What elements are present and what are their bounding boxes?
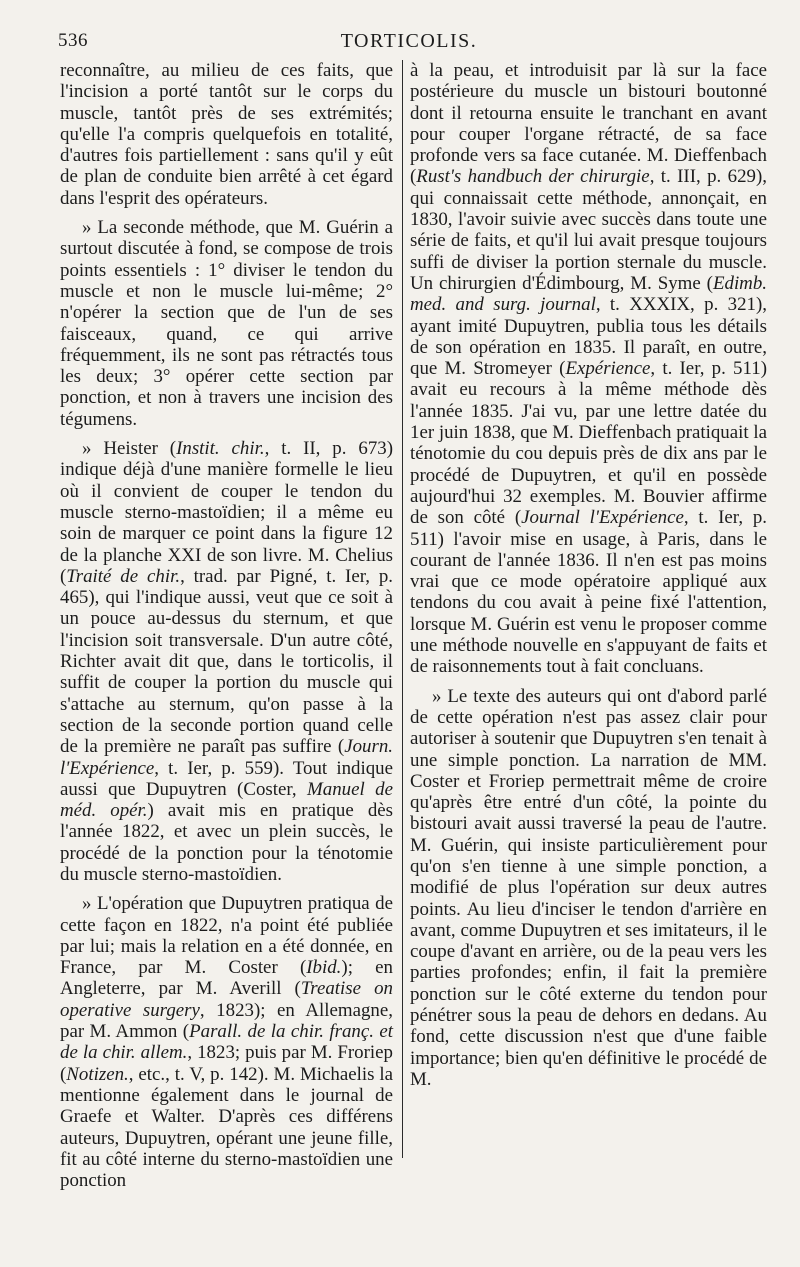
paragraph [60, 438, 393, 885]
text-run: , t. Ier, p. 511) l'avoir mise en usage, à Paris, dans le courant de l'année 1836. Il n'en est pas moins vrai que ce mode opératoire appliqué aux tendons du cou avait à peine fixé l'attention, lorsque M. Guérin est venu le proposer comme une méthode nouvelle en s'appuyant de faits et de raisonnements tout à fait concluans. [410, 507, 767, 678]
citation-italic: Journal l'Expérience [521, 507, 684, 529]
right-column [410, 60, 767, 1090]
paragraph [410, 60, 767, 678]
text-run: , etc., t. V, p. 142). M. Michaelis la mentionne également dans le journal de Graefe et Walter. D'après ces différens auteurs, Dupuytren, opérant une jeune fille, fit au côté interne du sterno-mastoïdien une ponction [60, 1063, 393, 1192]
text-run: à la peau, et introduisit par là sur la face postérieure du muscle un bistouri boutonné dont il retourna ensuite le tranchant en avant pour couper l'organe rétracté, de sa face profonde vers sa face cutanée. M. Dieffenbach ( [410, 60, 767, 188]
citation-italic: Journ. l'Expérience [60, 736, 393, 779]
citation-italic: Expérience [565, 358, 651, 380]
citation-italic: Notizen. [66, 1063, 129, 1085]
text-run: , trad. par Pigné, t. Ier, p. 465), qui l'indique aussi, veut que ce soit à un pouce au-dessus du sternum, et que l'incision soit transversale. D'un autre côté, Richter avait dit que, dans le torticolis, il suffit de couper la portion du muscle qui s'attache au sternum, qu'on passe à la section de la seconde portion quand celle de la première ne paraît pas suffire ( [60, 565, 393, 758]
page-header [58, 30, 760, 60]
left-column [60, 60, 393, 1191]
citation-italic: Traité de chir. [66, 565, 181, 587]
text-run: , t. Ier, p. 559). Tout indique aussi que Dupuytren (Coster, [60, 757, 393, 800]
citation-italic: Treatise on operative surgery [60, 978, 393, 1021]
citation-italic: Ibid. [306, 957, 342, 979]
text-run: , t. Ier, p. 511) avait eu recours à la même méthode dès l'année 1835. J'ai vu, par une lettre datée du 1er juin 1838, que M. Dieffenbach pratiquait la ténotomie du cou depuis près de dix ans par le procédé de Dupuytren, et qu'il en possède aujourd'hui 32 exemples. M. Bouvier affirme de son côté ( [410, 358, 767, 529]
paragraph [60, 893, 393, 1191]
citation-italic: Edimb. med. and surg. journal [410, 272, 767, 316]
text-run: , t. II, p. 673) indique déjà d'une manière formelle le lieu où il convient de couper le tendon du muscle sterno-mastoïdien; il a même eu soin de marquer ce point dans la figure 12 de la planche XXI de son livre. M. Chelius ( [60, 438, 393, 587]
text-run: , t. III, p. 629), qui connaissait cette méthode, annonçait, en 1830, l'avoir suivie avec succès dans toute une série de faits, et qu'il lui avait presque toujours suffi de diviser la portion sternale du muscle. Un chirurgien d'Édimbourg, M. Syme ( [410, 166, 767, 294]
text-run: ); en Angleterre, par M. Averill ( [60, 957, 393, 1000]
paragraph [60, 217, 393, 430]
text-run: » La seconde méthode, que M. Guérin a surtout discutée à fond, se compose de trois points essentiels : 1° diviser le tendon du muscle et non le muscle lui-même; 2° n'opérer la section que de l'un de ses faisceaux, quand, ce qui arrive fréquemment, ils ne sont pas rétractés tous les deux; 3° opérer cette section par ponction, et non à travers une incision des tégumens. [60, 217, 393, 430]
citation-italic: Manuel de méd. opér. [60, 778, 393, 822]
paragraph [60, 60, 393, 209]
column-divider [402, 60, 403, 1158]
text-run: , 1823); en Allemagne, par M. Ammon ( [60, 999, 393, 1043]
text-run: , 1823; puis par M. Froriep ( [60, 1042, 393, 1085]
running-title: TORTICOLIS. [340, 30, 478, 52]
page-number: 536 [58, 30, 88, 51]
citation-italic: Parall. de la chir. franç. et de la chir. allem. [60, 1021, 393, 1064]
text-run: , t. XXXIX, p. 321), ayant imité Dupuytren, publia tous les détails de son opération en 1835. Il paraît, en outre, que M. Stromeyer ( [410, 294, 767, 380]
citation-italic: Rust's handbuch der chirurgie [416, 166, 650, 188]
text-run: ) avait mis en pratique dès l'année 1822, et avec un plein succès, le procédé de la ponction pour la ténotomie du muscle sterno-mastoïdien. [60, 800, 393, 885]
text-run: » Le texte des auteurs qui ont d'abord parlé de cette opération n'est pas assez clair pour autoriser à soutenir que Dupuytren s'en tenait à une simple ponction. La narration de MM. Coster et Froriep permettrait même de croire qu'après être entré d'un côté, la pointe du bistouri avait aussi traversé la peau de l'autre. M. Guérin, qui insiste particulièrement pour qu'on s'en tienne à une simple ponction, a modifié de plus l'opération sur deux autres points. Au lieu d'inciser le tendon d'arrière en avant, comme Dupuytren et ses imitateurs, il le coupe d'avant en arrière, ou de la peau vers les parties profondes; enfin, il fait la première ponction sur le côté externe du tendon pour pénétrer sous la peau de dehors en dedans. Au fond, cette discussion n'est que d'une faible importance; bien qu'en définitive le procédé de M. [410, 685, 767, 1090]
text-run: reconnaître, au milieu de ces faits, que l'incision a porté tantôt sur le corps du muscle, tantôt près de ses extrémités; qu'elle l'a compris quelquefois en totalité, d'autres fois partiellement : sans qu'il y eût de plan de conduite bien arrêté à cet égard dans l'esprit des opérateurs. [60, 60, 393, 209]
text-run: » L'opération que Dupuytren pratiqua de cette façon en 1822, n'a point été publiée par lui; mais la relation en a été donnée, en France, par M. Coster ( [60, 893, 393, 979]
citation-italic: Instit. chir. [176, 438, 265, 460]
text-run: » Heister ( [82, 438, 177, 460]
paragraph [410, 686, 767, 1091]
